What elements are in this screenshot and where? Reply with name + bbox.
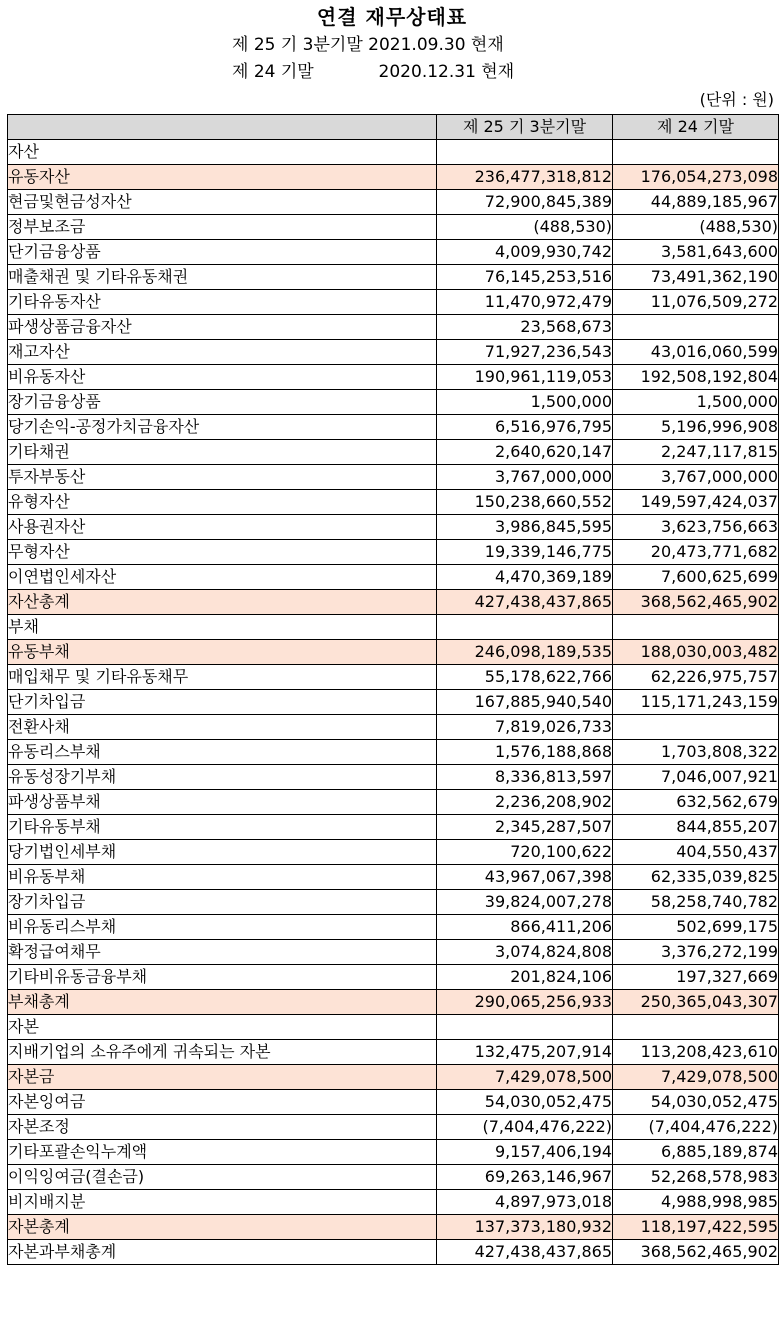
- account-name: 단기차입금: [8, 690, 437, 715]
- table-row: [8, 190, 779, 215]
- current-period-amount: (488,530): [437, 215, 613, 240]
- previous-period-amount: 368,562,465,902: [613, 1240, 779, 1265]
- current-period-amount: 150,238,660,552: [437, 490, 613, 515]
- account-name: 장기차입금: [8, 890, 437, 915]
- current-period-amount: 4,470,369,189: [437, 565, 613, 590]
- previous-period-amount: [613, 615, 779, 640]
- previous-period-amount: 844,855,207: [613, 815, 779, 840]
- current-period-amount: 9,157,406,194: [437, 1140, 613, 1165]
- current-period-amount: 7,429,078,500: [437, 1065, 613, 1090]
- account-name: 기타포괄손익누계액: [8, 1140, 437, 1165]
- current-period-amount: 4,009,930,742: [437, 240, 613, 265]
- table-row: [8, 1090, 779, 1115]
- account-name: 유동부채: [8, 640, 437, 665]
- table-row: [8, 690, 779, 715]
- current-period-amount: 167,885,940,540: [437, 690, 613, 715]
- account-name: 기타유동자산: [8, 290, 437, 315]
- account-name: 무형자산: [8, 540, 437, 565]
- table-row: [8, 515, 779, 540]
- current-period-amount: 201,824,106: [437, 965, 613, 990]
- table-row: [8, 340, 779, 365]
- current-period-amount: 427,438,437,865: [437, 590, 613, 615]
- previous-period-amount: (7,404,476,222): [613, 1115, 779, 1140]
- current-period-amount: 19,339,146,775: [437, 540, 613, 565]
- previous-period-amount: 20,473,771,682: [613, 540, 779, 565]
- previous-period-amount: 115,171,243,159: [613, 690, 779, 715]
- current-period-amount: 3,767,000,000: [437, 465, 613, 490]
- previous-period-amount: 73,491,362,190: [613, 265, 779, 290]
- account-name: 자본총계: [8, 1215, 437, 1240]
- previous-period-amount: 44,889,185,967: [613, 190, 779, 215]
- previous-period-amount: 43,016,060,599: [613, 340, 779, 365]
- current-period-amount: 2,236,208,902: [437, 790, 613, 815]
- table-row: [8, 465, 779, 490]
- current-period-amount: 3,986,845,595: [437, 515, 613, 540]
- column-header-current: 제 25 기 3분기말: [437, 115, 613, 140]
- table-row: [8, 390, 779, 415]
- table-row: [8, 1065, 779, 1090]
- table-row: [8, 840, 779, 865]
- current-period-amount: 54,030,052,475: [437, 1090, 613, 1115]
- account-name: 자본잉여금: [8, 1090, 437, 1115]
- account-name: 자본조정: [8, 1115, 437, 1140]
- table-row: [8, 865, 779, 890]
- account-name: 정부보조금: [8, 215, 437, 240]
- current-period-amount: 1,576,188,868: [437, 740, 613, 765]
- previous-period-amount: 250,365,043,307: [613, 990, 779, 1015]
- current-period-amount: 8,336,813,597: [437, 765, 613, 790]
- previous-period-amount: 1,703,808,322: [613, 740, 779, 765]
- account-name: 비유동자산: [8, 365, 437, 390]
- current-period-amount: 132,475,207,914: [437, 1040, 613, 1065]
- table-row: [8, 540, 779, 565]
- account-name: 자산총계: [8, 590, 437, 615]
- table-row: [8, 165, 779, 190]
- table-row: [8, 315, 779, 340]
- previous-period-amount: 2,247,117,815: [613, 440, 779, 465]
- table-row: [8, 815, 779, 840]
- table-row: [8, 665, 779, 690]
- account-name: 장기금융상품: [8, 390, 437, 415]
- unit-label: (단위 : 원): [699, 90, 774, 109]
- current-period-amount: 71,927,236,543: [437, 340, 613, 365]
- table-row: [8, 940, 779, 965]
- account-name: 유동리스부채: [8, 740, 437, 765]
- current-period-amount: 3,074,824,808: [437, 940, 613, 965]
- account-name: 지배기업의 소유주에게 귀속되는 자본: [8, 1040, 437, 1065]
- account-name: 파생상품부채: [8, 790, 437, 815]
- table-header-row: [8, 115, 779, 140]
- table-row: [8, 1140, 779, 1165]
- account-name: 자본금: [8, 1065, 437, 1090]
- current-period-amount: 7,819,026,733: [437, 715, 613, 740]
- previous-period-amount: 11,076,509,272: [613, 290, 779, 315]
- current-period-amount: [437, 615, 613, 640]
- table-row: [8, 915, 779, 940]
- table-row: [8, 1165, 779, 1190]
- table-row: [8, 715, 779, 740]
- table-body: [8, 140, 779, 1265]
- current-period-amount: [437, 140, 613, 165]
- table-row: [8, 790, 779, 815]
- account-name: 기타채권: [8, 440, 437, 465]
- previous-period-amount: [613, 1015, 779, 1040]
- table-row: [8, 365, 779, 390]
- current-period-amount: 190,961,119,053: [437, 365, 613, 390]
- current-period-amount: 427,438,437,865: [437, 1240, 613, 1265]
- current-period-amount: 11,470,972,479: [437, 290, 613, 315]
- account-name: 유동자산: [8, 165, 437, 190]
- account-name: 부채총계: [8, 990, 437, 1015]
- previous-period-amount: 502,699,175: [613, 915, 779, 940]
- account-name: 현금및현금성자산: [8, 190, 437, 215]
- table-row: [8, 415, 779, 440]
- current-period-amount: 866,411,206: [437, 915, 613, 940]
- table-row: [8, 1215, 779, 1240]
- previous-period-amount: 632,562,679: [613, 790, 779, 815]
- account-name: 기타유동부채: [8, 815, 437, 840]
- table-row: [8, 440, 779, 465]
- account-name: 기타비유동금융부채: [8, 965, 437, 990]
- current-period-amount: 137,373,180,932: [437, 1215, 613, 1240]
- previous-period-amount: 5,196,996,908: [613, 415, 779, 440]
- account-name: 자본과부채총계: [8, 1240, 437, 1265]
- table-row: [8, 615, 779, 640]
- previous-period-amount: 197,327,669: [613, 965, 779, 990]
- previous-period-amount: 188,030,003,482: [613, 640, 779, 665]
- account-name: 자산: [8, 140, 437, 165]
- account-name: 투자부동산: [8, 465, 437, 490]
- table-row: [8, 640, 779, 665]
- previous-period-amount: 404,550,437: [613, 840, 779, 865]
- current-period-amount: 55,178,622,766: [437, 665, 613, 690]
- account-name: 매출채권 및 기타유동채권: [8, 265, 437, 290]
- table-row: [8, 290, 779, 315]
- account-name: 당기손익-공정가치금융자산: [8, 415, 437, 440]
- previous-period-amount: 176,054,273,098: [613, 165, 779, 190]
- current-period-amount: 720,100,622: [437, 840, 613, 865]
- current-period-amount: 6,516,976,795: [437, 415, 613, 440]
- previous-period: 제 24 기말 2020.12.31 현재: [232, 62, 515, 82]
- previous-period-amount: 62,335,039,825: [613, 865, 779, 890]
- table-row: [8, 565, 779, 590]
- previous-period-amount: 3,623,756,663: [613, 515, 779, 540]
- previous-period-amount: 7,600,625,699: [613, 565, 779, 590]
- current-period-amount: 72,900,845,389: [437, 190, 613, 215]
- account-name: 재고자산: [8, 340, 437, 365]
- previous-period-amount: 54,030,052,475: [613, 1090, 779, 1115]
- previous-period-amount: 62,226,975,757: [613, 665, 779, 690]
- table-row: [8, 265, 779, 290]
- previous-period-amount: 3,767,000,000: [613, 465, 779, 490]
- account-name: 전환사채: [8, 715, 437, 740]
- current-period-amount: 246,098,189,535: [437, 640, 613, 665]
- account-name: 파생상품금융자산: [8, 315, 437, 340]
- current-period: 제 25 기 3분기말 2021.09.30 현재: [232, 35, 504, 55]
- previous-period-amount: 52,268,578,983: [613, 1165, 779, 1190]
- table-row: [8, 1015, 779, 1040]
- account-name: 비유동부채: [8, 865, 437, 890]
- previous-period-amount: 7,429,078,500: [613, 1065, 779, 1090]
- current-period-amount: 4,897,973,018: [437, 1190, 613, 1215]
- previous-period-amount: [613, 140, 779, 165]
- account-name: 부채: [8, 615, 437, 640]
- current-period-amount: 2,640,620,147: [437, 440, 613, 465]
- account-name: 유형자산: [8, 490, 437, 515]
- account-name: 자본: [8, 1015, 437, 1040]
- previous-period-amount: 58,258,740,782: [613, 890, 779, 915]
- current-period-amount: 236,477,318,812: [437, 165, 613, 190]
- table-row: [8, 890, 779, 915]
- account-name: 매입채무 및 기타유동채무: [8, 665, 437, 690]
- current-period-amount: 69,263,146,967: [437, 1165, 613, 1190]
- account-name: 이익잉여금(결손금): [8, 1165, 437, 1190]
- previous-period-amount: 1,500,000: [613, 390, 779, 415]
- current-period-amount: 39,824,007,278: [437, 890, 613, 915]
- table-row: [8, 1240, 779, 1265]
- account-name: 비지배지분: [8, 1190, 437, 1215]
- current-period-amount: 1,500,000: [437, 390, 613, 415]
- account-name: 확정급여채무: [8, 940, 437, 965]
- previous-period-amount: (488,530): [613, 215, 779, 240]
- column-header-account: [8, 115, 437, 140]
- previous-period-amount: 6,885,189,874: [613, 1140, 779, 1165]
- previous-period-amount: 113,208,423,610: [613, 1040, 779, 1065]
- account-name: 사용권자산: [8, 515, 437, 540]
- table-row: [8, 765, 779, 790]
- previous-period-amount: 149,597,424,037: [613, 490, 779, 515]
- table-row: [8, 965, 779, 990]
- previous-period-amount: 368,562,465,902: [613, 590, 779, 615]
- table-row: [8, 215, 779, 240]
- table-row: [8, 590, 779, 615]
- account-name: 당기법인세부채: [8, 840, 437, 865]
- previous-period-amount: 118,197,422,595: [613, 1215, 779, 1240]
- current-period-amount: 23,568,673: [437, 315, 613, 340]
- previous-period-amount: 7,046,007,921: [613, 765, 779, 790]
- account-name: 비유동리스부채: [8, 915, 437, 940]
- table-row: [8, 1040, 779, 1065]
- table-row: [8, 740, 779, 765]
- previous-period-amount: 192,508,192,804: [613, 365, 779, 390]
- current-period-amount: 290,065,256,933: [437, 990, 613, 1015]
- account-name: 유동성장기부채: [8, 765, 437, 790]
- table-row: [8, 240, 779, 265]
- current-period-amount: 2,345,287,507: [437, 815, 613, 840]
- current-period-amount: [437, 1015, 613, 1040]
- balance-sheet-table: [7, 114, 779, 1265]
- previous-period-amount: [613, 315, 779, 340]
- table-row: [8, 1115, 779, 1140]
- table-row: [8, 140, 779, 165]
- account-name: 이연법인세자산: [8, 565, 437, 590]
- previous-period-amount: 3,376,272,199: [613, 940, 779, 965]
- page-title: 연결 재무상태표: [316, 5, 468, 29]
- current-period-amount: 43,967,067,398: [437, 865, 613, 890]
- current-period-amount: (7,404,476,222): [437, 1115, 613, 1140]
- previous-period-amount: 4,988,998,985: [613, 1190, 779, 1215]
- table-row: [8, 490, 779, 515]
- table-row: [8, 990, 779, 1015]
- column-header-previous: 제 24 기말: [613, 115, 779, 140]
- current-period-amount: 76,145,253,516: [437, 265, 613, 290]
- table-row: [8, 1190, 779, 1215]
- previous-period-amount: 3,581,643,600: [613, 240, 779, 265]
- account-name: 단기금융상품: [8, 240, 437, 265]
- previous-period-amount: [613, 715, 779, 740]
